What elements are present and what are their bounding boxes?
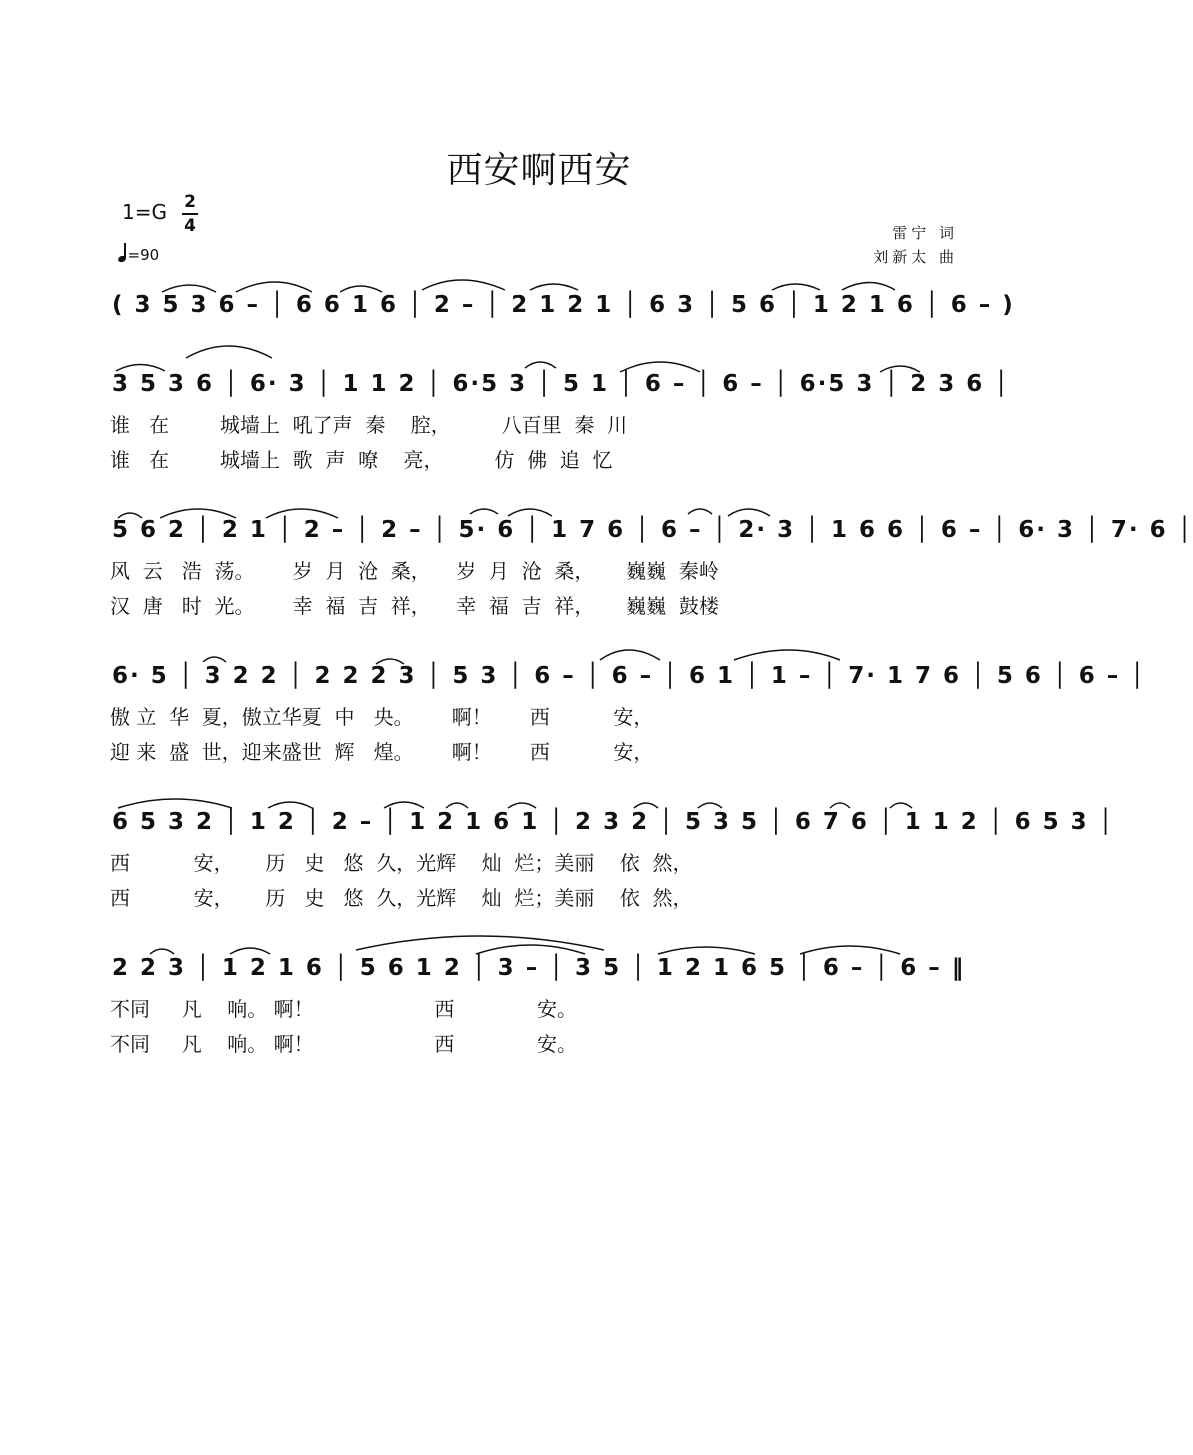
key-signature: 1=G: [122, 200, 167, 224]
tempo-marking: [118, 245, 159, 264]
lyrics-verse-2: 不同 凡 响。 啊！ 西 安。: [110, 1032, 578, 1056]
lyrics-verse-1: 谁 在 城墙上 吼了声 秦 腔， 八百里 秦 川: [110, 413, 628, 437]
time-signature: [180, 192, 200, 236]
notes-line: 6· 5 │ 3 2 2 │ 2 2 2 3 │ 5 3 │ 6 – │ 6 – │ 6 1 │ 1 – │ 7· 1 7 6 │ 5 6 │ 6 – │: [112, 663, 1147, 689]
lyrics-verse-1: 傲 立 华 夏，傲立华夏 中 央。 啊！ 西 安，: [110, 705, 654, 729]
lyrics-verse-2: 西 安， 历 史 悠 久，光辉 灿 烂；美丽 依 然，: [110, 886, 693, 910]
lyrics-verse-2: 迎 来 盛 世，迎来盛世 辉 煌。 啊！ 西 安，: [110, 740, 654, 764]
time-signature-divider: [182, 213, 198, 215]
lyrics-verse-1: 西 安， 历 史 悠 久，光辉 灿 烂；美丽 依 然，: [110, 851, 693, 875]
lyrics-verse-1: 风 云 浩 荡。 岁 月 沧 桑， 岁 月 沧 桑， 巍巍 秦岭: [110, 559, 719, 583]
lyricist-credit: 雷宁 词: [892, 224, 958, 242]
composer-credit: 刘新太 曲: [873, 248, 958, 266]
notes-line: 6 5 3 2 │ 1 2 │ 2 – │ 1 2 1 6 1 │ 2 3 2 │ 5 3 5 │ 6 7 6 │ 1 1 2 │ 6 5 3 │: [112, 809, 1115, 835]
lyrics-verse-2: 谁 在 城墙上 歌 声 嘹 亮， 仿 佛 追 忆: [110, 448, 613, 472]
quarter-note-stem-icon: [124, 243, 126, 258]
notes-line: 5 6 2 │ 2 1 │ 2 – │ 2 – │ 5· 6 │ 1 7 6 │ 6 – │ 2· 3 │ 1 6 6 │ 6 – │ 6· 3 │ 7· 6 │: [112, 517, 1193, 543]
slur-arc: [186, 346, 272, 358]
notes-line: 2 2 3 │ 1 2 1 6 │ 5 6 1 2 │ 3 – │ 3 5 │ 1 2 1 6 5 │ 6 – │ 6 – ‖: [112, 955, 966, 981]
tempo-value: =90: [127, 246, 160, 264]
lyrics-verse-2: 汉 唐 时 光。 幸 福 吉 祥， 幸 福 吉 祥， 巍巍 鼓楼: [110, 594, 719, 618]
time-signature-bottom: 4: [184, 216, 196, 236]
lyrics-verse-1: 不同 凡 响。 啊！ 西 安。: [110, 997, 578, 1021]
song-title: 西安啊西安: [446, 150, 632, 191]
time-signature-top: 2: [184, 192, 196, 212]
notes-line: 3 5 3 6 │ 6· 3 │ 1 1 2 │ 6·5 3 │ 5 1 │ 6 – │ 6 – │ 6·5 3 │ 2 3 6 │: [112, 371, 1011, 397]
notes-line: ( 3 5 3 6 – │ 6 6 1 6 │ 2 – │ 2 1 2 1 │ 6 3 │ 5 6 │ 1 2 1 6 │ 6 – ): [112, 292, 1015, 318]
